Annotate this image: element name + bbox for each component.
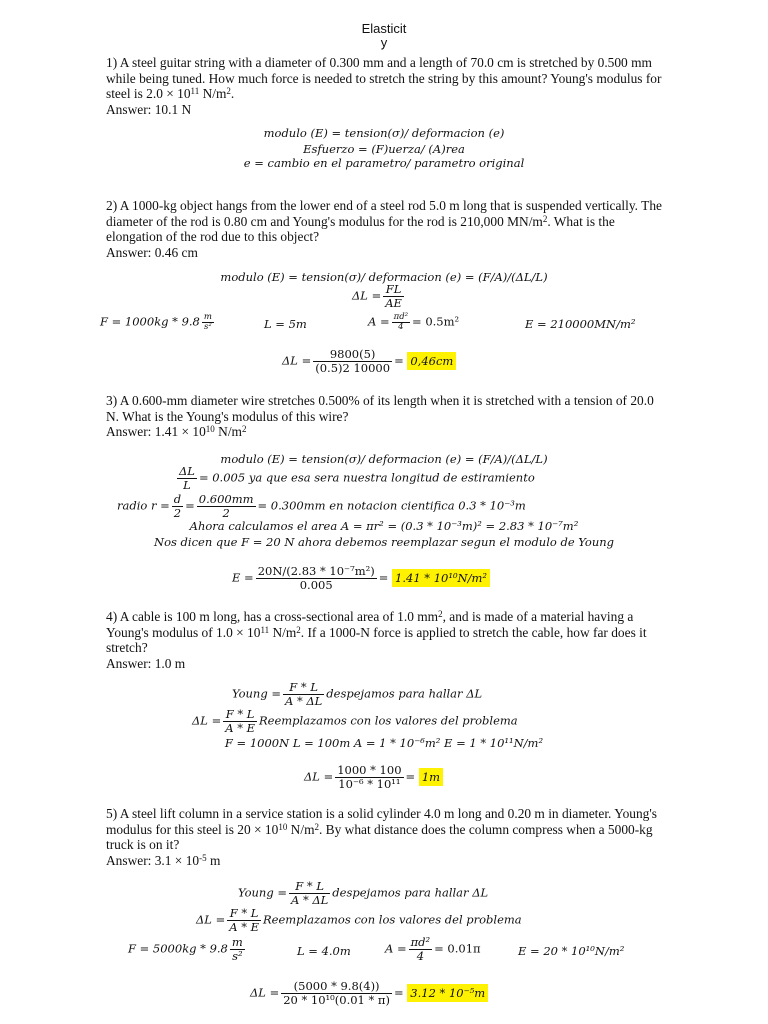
given-length-2: L = 5m (264, 317, 307, 331)
problem-4: 4) A cable is 100 m long, has a cross-sectional area of 1.0 $mm^2$, and is made of a material having a Young's modulus of $1.0 \times 10^{11}$ $N/m^2$. If a 1000-N force is applied to stretch the cable, how far does it stretch? Answer: 1.0 m (106, 609, 666, 671)
formula-force-3: Nos dicen que F = 20 N ahora debemos reemplazar segun el modulo de Young (154, 535, 614, 549)
result-highlight-4: 1m (419, 768, 443, 786)
formula-strain-3: $\frac{\Delta L}{L}$ = 0.005 ya que esa sera nuestra longitud de estiramiento (179, 464, 535, 492)
answer-5: Answer: $3.1 \times 10^{-5}$ m (106, 852, 221, 868)
result-equation-5: ΔL = $\frac{(5000 * 9.8(4))}{\text{20 * 10¹⁰(0.01 * π)}}$ = 3.12 * 10⁻⁵m (250, 980, 488, 1007)
result-equation-3: E = $\frac{\text{20N/(2.83 * 10⁻⁷m²)}}{0.005}$ = 1.41 * 10¹⁰N/m² (232, 565, 490, 592)
given-modulus-2: E = 210000MN/m² (525, 317, 636, 331)
formula-young-5: Young = $\frac{F * L}{A * \Delta L}$ despejamos para hallar ΔL (238, 879, 489, 907)
formula-modulo: modulo (E) = tension(σ)/ deformacion (e) (263, 126, 505, 140)
problem-1: 1) A steel guitar string with a diameter of 0.300 mm and a length of 70.0 cm is stretched by 0.500 mm while being tuned. How much force is needed to stretch the string by this amount? Young's modulus for steel is $2.0 \times 10^{11}$ $N/m^2$. Answer: 10.1 N (106, 55, 666, 117)
formula-deformacion: e = cambio en el parametro/ parametro original (243, 156, 525, 170)
formula-delta-l: ΔL = $\frac{FL}{AE}$ (352, 282, 402, 310)
formula-delta-l-4: ΔL = $\frac{F * L}{A * E}$ Reemplazamos con los valores del problema (192, 707, 518, 735)
result-highlight-3: 1.41 * 10¹⁰N/m² (392, 569, 490, 587)
formula-delta-l-5: ΔL = $\frac{F * L}{A * E}$ Reemplazamos con los valores del problema (196, 906, 522, 934)
answer-3: Answer: $1.41 \times 10^{10}$ $N/m^2$ (106, 424, 247, 439)
given-values-4: F = 1000N L = 100m A = 1 * 10⁻⁶m² E = 1 * 10¹¹N/m² (224, 736, 544, 750)
formula-modulo-3: modulo (E) = tension(σ)/ deformacion (e) = (F/A)/(ΔL/L) (220, 452, 548, 466)
formula-young-4: Young = $\frac{F * L}{A * \Delta L}$ despejamos para hallar ΔL (232, 680, 483, 708)
result-highlight-5: 3.12 * 10⁻⁵m (407, 984, 488, 1002)
given-area-5: A = $\frac{\text{πd²}}{4}$ = 0.01π (385, 935, 481, 963)
result-equation-4: ΔL = $\frac{1000 * 100}{\text{10⁻⁶ * 10¹¹}}$ = 1m (304, 764, 443, 791)
given-force-5: F = 5000kg * 9.8 $\frac{m}{\text{s²}}$ (128, 935, 243, 963)
given-length-5: L = 4.0m (297, 944, 351, 958)
problem-2: 2) A 1000-kg object hangs from the lower end of a steel rod 5.0 m long that is suspended vertically. The diameter of the rod is 0.80 cm and Young's modulus for the rod is 210,000 $MN/m^2$. What is the elongation of the rod due to this object? Answer: 0.46 cm (106, 198, 666, 260)
answer-4: Answer: 1.0 m (106, 655, 186, 671)
page-title (0, 22, 768, 50)
result-equation-2: ΔL = $\frac{9800(5)}{(0.5)2 10000}$ = 0,46cm (282, 348, 456, 375)
given-area-2: A = $\frac{\text{πd²}}{4}$ = 0.5m² (368, 312, 460, 332)
problem-3: 3) A 0.600-mm diameter wire stretches 0.500% of its length when it is stretched with a tension of 20.0 N. What is the Young's modulus of this wire? Answer: $1.41 \times 10^{10}$ $N/m^2$ (106, 393, 666, 440)
formula-esfuerzo: Esfuerzo = (F)uerza/ (A)rea (303, 142, 465, 156)
answer-1: Answer: 10.1 N (106, 101, 192, 117)
title-line-2: y (380, 35, 388, 50)
answer-2: Answer: 0.46 cm (106, 244, 198, 260)
given-modulus-5: E = 20 * 10¹⁰N/m² (518, 944, 625, 958)
formula-radius-3: radio r = $\frac{d}{2}$ = $\frac{0.600mm}{2}$ = 0.300mm en notacion cientifica 0.3 * 10⁻³m (117, 492, 526, 520)
given-force-2: F = 1000kg * 9.8 $\frac{m}{\text{s²}}$ (100, 312, 212, 332)
result-highlight-2: 0,46cm (407, 352, 456, 370)
formula-area-3: Ahora calculamos el area A = πr² = (0.3 * 10⁻³m)² = 2.83 * 10⁻⁷m² (189, 519, 579, 533)
formula-modulo-2: modulo (E) = tension(σ)/ deformacion (e) = (F/A)/(ΔL/L) (220, 270, 548, 284)
title-line-1: Elasticit (361, 21, 407, 36)
problem-5: 5) A steel lift column in a service station is a solid cylinder 4.0 m long and 0.20 m in diameter. Young's modulus for this steel is $20 \times 10^{10}$ $N/m^2$. By what distance does the column compress when a 5000-kg truck is on it? Answer: $3.1 \times 10^{-5}$ m (106, 806, 666, 868)
